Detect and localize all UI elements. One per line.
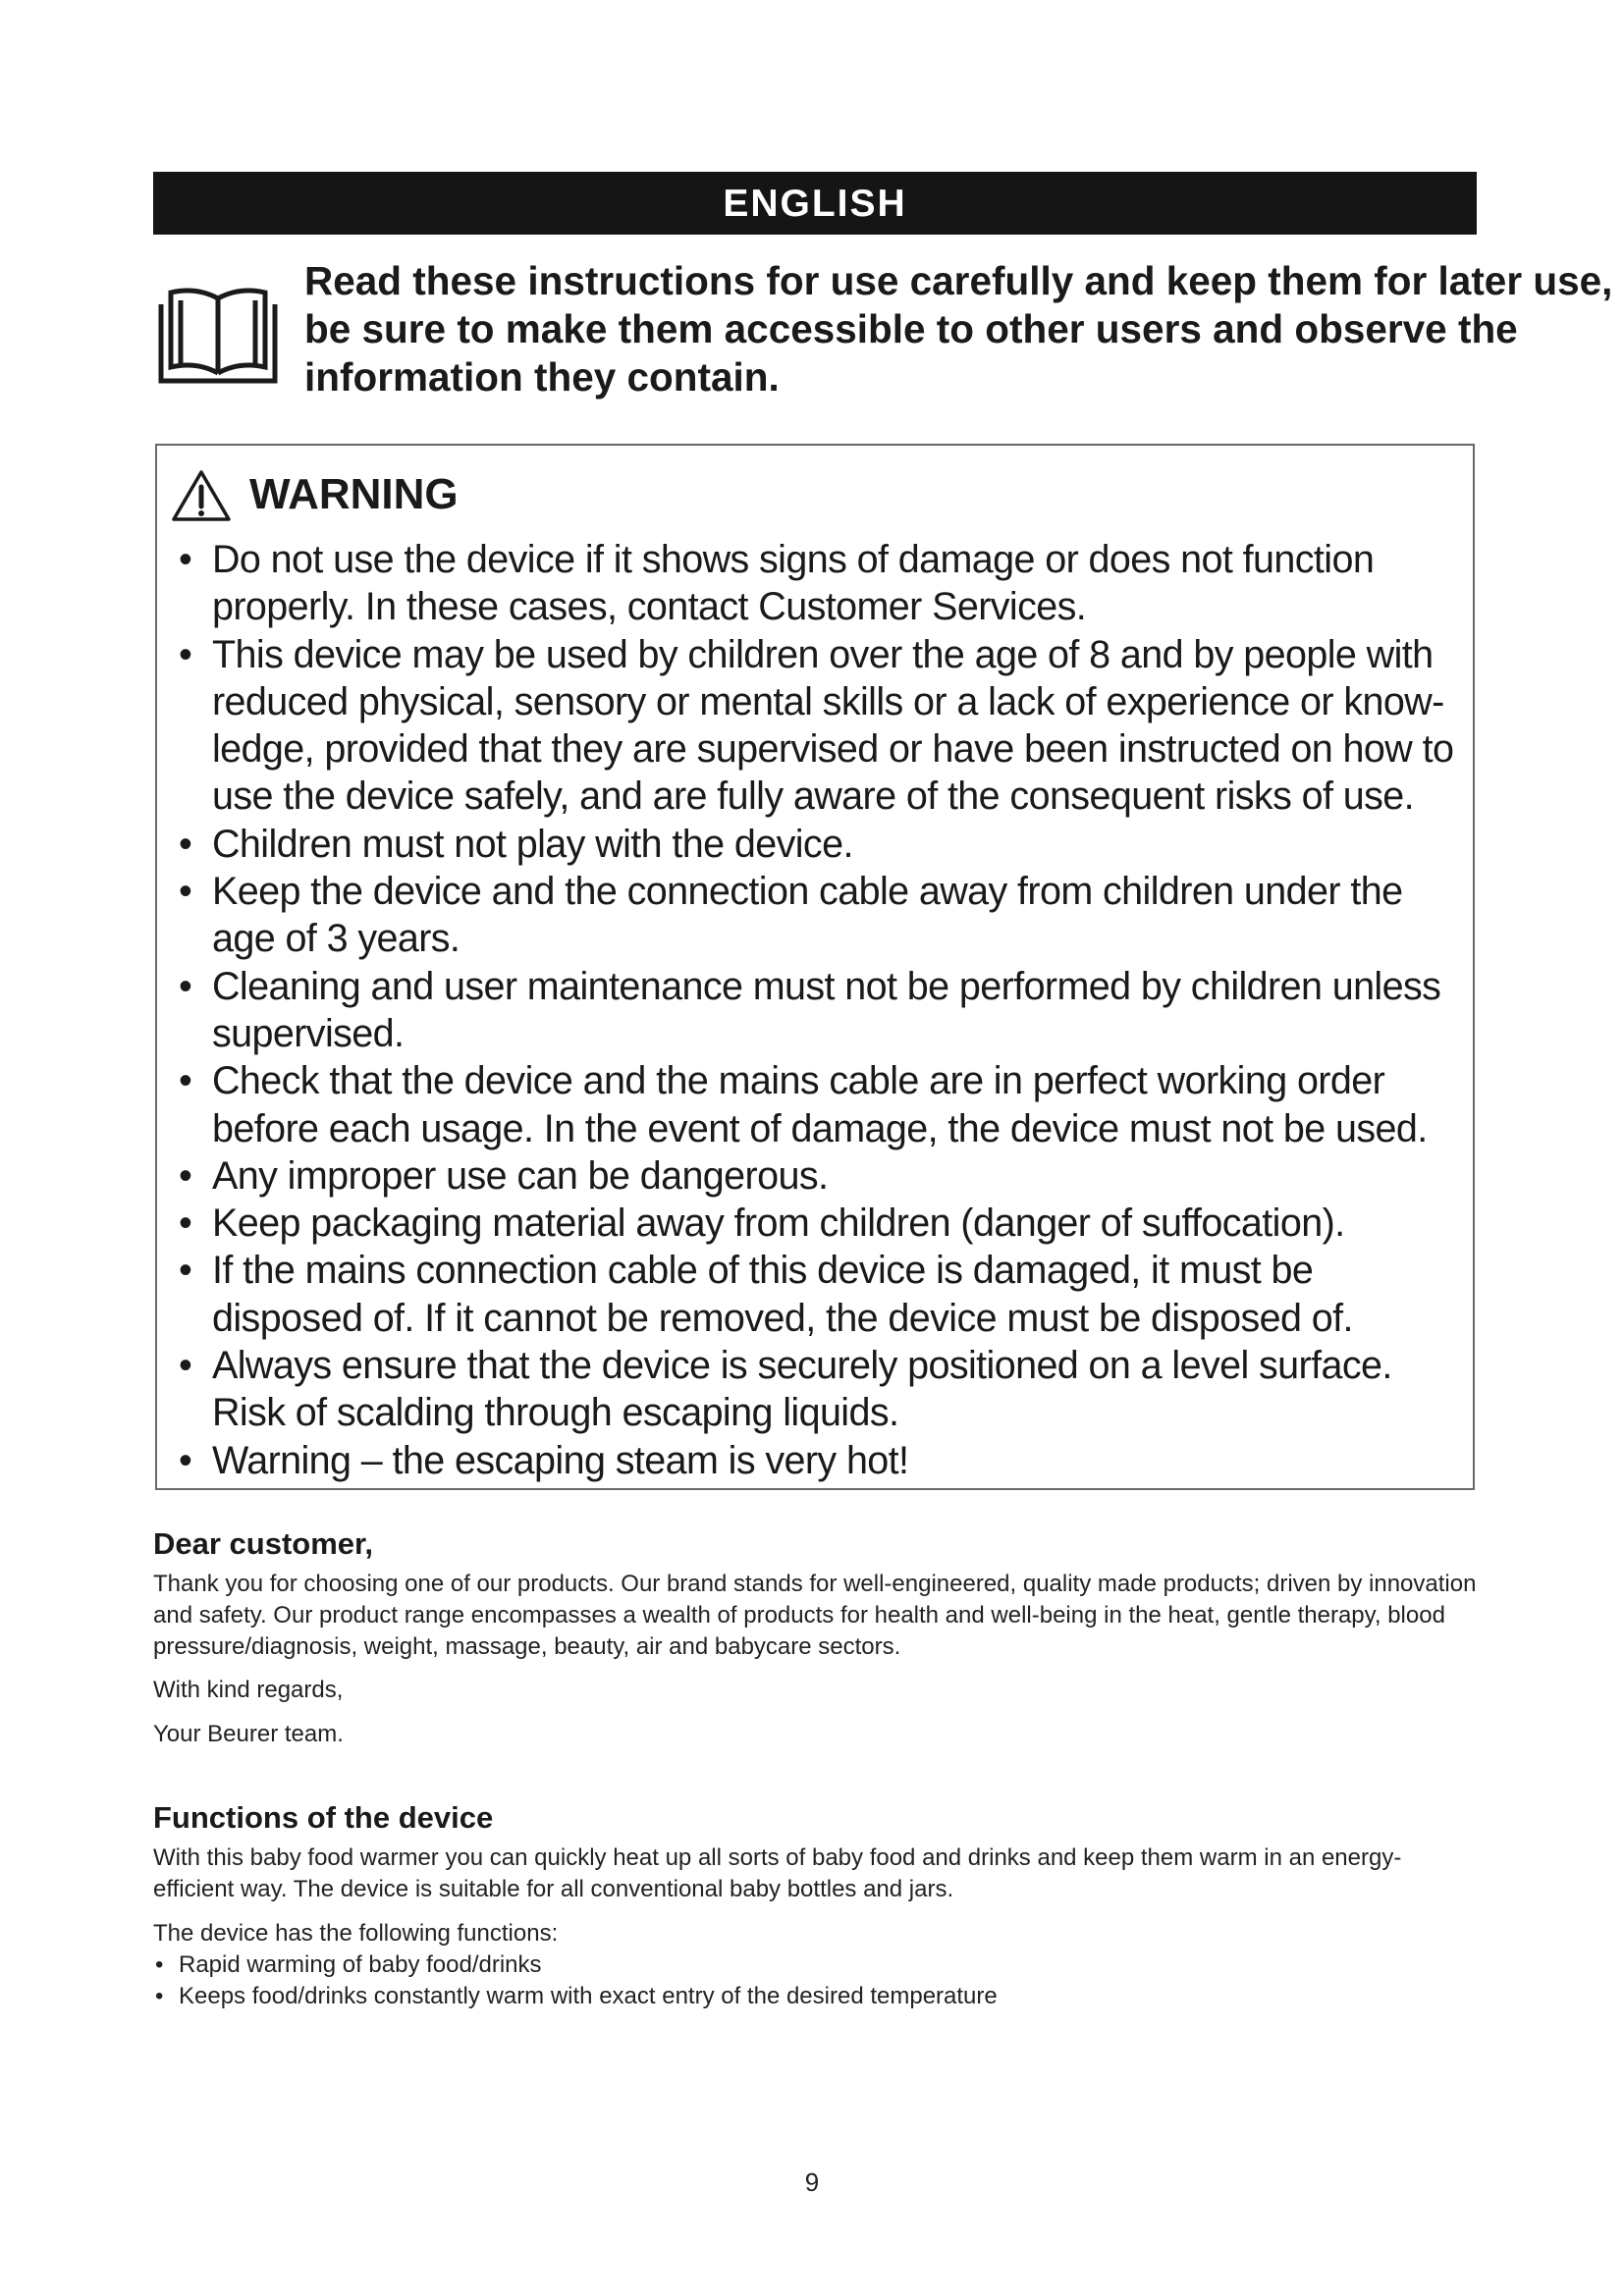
- warning-list: [171, 536, 1467, 1484]
- customer-title: Dear customer,: [153, 1526, 373, 1561]
- customer-regards: With kind regards,: [153, 1677, 344, 1703]
- functions-list: [153, 1949, 1479, 2012]
- function-item: • Keeps food/drinks constantly warm with exact entry of the desired temperature: [153, 1981, 1479, 2012]
- warning-item: • Children must not play with the device.: [171, 821, 1467, 868]
- customer-signature: Your Beurer team.: [153, 1721, 344, 1747]
- language-label: ENGLISH: [723, 183, 907, 225]
- customer-body: Thank you for choosing one of our products. Our brand stands for well-engineered, quality made products; driven by innovation and safety. Our product range encompasses a wealth of products for health and well-being in the heat, gentle therapy, blood pressure/diagnosis, weight, massage, beauty, air and babycare sectors.: [153, 1571, 1477, 1660]
- functions-title: Functions of the device: [153, 1800, 494, 1835]
- warning-item: • This device may be used by children over the age of 8 and by people with reduced physical, sensory or mental skills or a lack of experience or know-ledge, provided that they are supervised or have been instructed on how to use the device safely, and are fully aware of the consequent risks of use.: [171, 631, 1467, 821]
- warning-box: [155, 444, 1475, 1490]
- warning-item: • If the mains connection cable of this device is damaged, it must be disposed of. If it cannot be removed, the device must be disposed of.: [171, 1247, 1467, 1342]
- warning-item: • Keep packaging material away from children (danger of suffocation).: [171, 1200, 1467, 1247]
- warning-triangle-icon: [171, 469, 232, 522]
- warning-item: • Do not use the device if it shows signs of damage or does not function properly. In these cases, contact Customer Services.: [171, 536, 1467, 631]
- functions-list-intro: The device has the following functions:: [153, 1920, 559, 1947]
- functions-body: With this baby food warmer you can quickly heat up all sorts of baby food and drinks and keep them warm in an energy-efficient way. The device is suitable for all conventional baby bottles and jars.: [153, 1844, 1402, 1902]
- warning-title: WARNING: [249, 470, 459, 518]
- open-book-icon: [157, 279, 279, 387]
- warning-item: • Warning – the escaping steam is very hot!: [171, 1437, 1467, 1484]
- page-number: 9: [804, 2167, 820, 2197]
- function-item: • Rapid warming of baby food/drinks: [153, 1949, 1479, 1981]
- warning-item: • Check that the device and the mains cable are in perfect working order before each usage. In the event of damage, the device must not be used.: [171, 1057, 1467, 1152]
- warning-item: • Any improper use can be dangerous.: [171, 1152, 1467, 1200]
- warning-item: • Cleaning and user maintenance must not be performed by children unless supervised.: [171, 963, 1467, 1058]
- intro-text: Read these instructions for use carefully and keep them for later use, be sure to make them accessible to other users and observe the information they contain.: [304, 258, 1613, 400]
- warning-item: • Always ensure that the device is securely positioned on a level surface. Risk of scalding through escaping liquids.: [171, 1342, 1467, 1437]
- intro-notice: [157, 257, 1613, 404]
- language-header-bar: [153, 172, 1477, 235]
- warning-item: • Keep the device and the connection cable away from children under the age of 3 years.: [171, 868, 1467, 963]
